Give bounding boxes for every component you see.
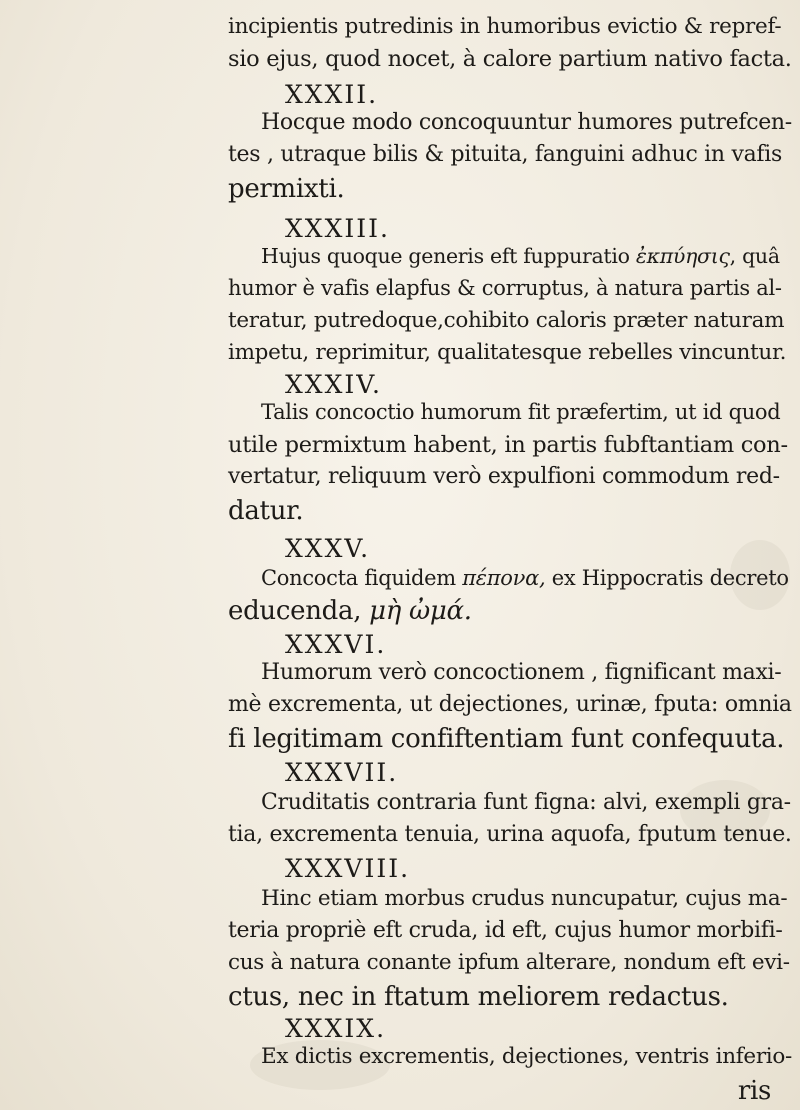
- text-span: ex Hippocratis decreto: [545, 566, 789, 590]
- greek-word: ἐκπύησις: [635, 244, 730, 268]
- section-heading: XXXIV.: [285, 370, 382, 399]
- section-heading: XXXVIII.: [285, 854, 411, 883]
- text-line: permixti.: [228, 174, 345, 204]
- text-line: fi legitimam confiftentiam funt confequuta.: [228, 724, 785, 754]
- text-line: mè excrementa, ut dejectiones, urinæ, fputa: omnia: [228, 692, 792, 717]
- text-line: sio ejus, quod nocet, à calore partium nativo facta.: [228, 46, 792, 72]
- text-line: Hinc etiam morbus crudus nuncupatur, cujus ma-: [261, 886, 788, 911]
- text-line: tia, excrementa tenuia, urina aquofa, fputum tenue.: [228, 822, 792, 847]
- text-line: Ex dictis excrementis, dejectiones, ventris inferio-: [261, 1044, 792, 1069]
- text-line: ctus, nec in ftatum meliorem redactus.: [228, 982, 729, 1012]
- section-heading: XXXV.: [285, 534, 371, 563]
- text-line: tes , utraque bilis & pituita, fanguini adhuc in vafis: [228, 142, 782, 167]
- text-line: cus à natura conante ipfum alterare, nondum eft evi-: [228, 950, 790, 975]
- catchword: ris: [737, 1076, 771, 1106]
- section-heading: XXXVI.: [285, 630, 387, 659]
- text-line: datur.: [228, 496, 304, 526]
- text-line: utile permixtum habent, in partis fubftantiam con-: [228, 432, 788, 458]
- text-span: educenda,: [228, 596, 362, 626]
- text-line: Hocque modo concoquuntur humores putrefcen-: [261, 110, 792, 135]
- text-span: Concocta fiquidem: [261, 566, 456, 590]
- text-span: Hujus quoque generis eft fuppuratio: [261, 244, 630, 268]
- text-line: humor è vafis elapfus & corruptus, à natura partis al-: [228, 276, 782, 300]
- text-line: incipientis putredinis in humoribus evictio & repref-: [228, 14, 782, 39]
- text-line: vertatur, reliquum verò expulfioni commodum red-: [228, 464, 780, 489]
- text-line: teria propriè eft cruda, id eft, cujus humor morbifi-: [228, 918, 783, 943]
- text-line: [261, 246, 780, 267]
- text-line: Talis concoctio humorum fit præfertim, ut id quod: [261, 400, 781, 424]
- text-line: teratur, putredoque,cohibito caloris præter naturam: [228, 308, 785, 333]
- text-line: [261, 568, 789, 589]
- text-line: Humorum verò concoctionem , fignificant maxi-: [261, 660, 782, 685]
- text-line: impetu, reprimitur, qualitatesque rebelles vincuntur.: [228, 340, 787, 365]
- text-line: Cruditatis contraria funt figna: alvi, exempli gra-: [261, 790, 791, 815]
- text-span: , quâ: [729, 244, 780, 268]
- section-heading: XXXVII.: [285, 758, 399, 787]
- section-heading: XXXII.: [285, 80, 379, 109]
- section-heading: XXXIII.: [285, 214, 390, 243]
- greek-word: μὴ ὠμά.: [369, 596, 472, 626]
- text-line: [228, 598, 472, 624]
- section-heading: XXXIX.: [285, 1014, 387, 1043]
- greek-word: πέπονα,: [462, 566, 546, 590]
